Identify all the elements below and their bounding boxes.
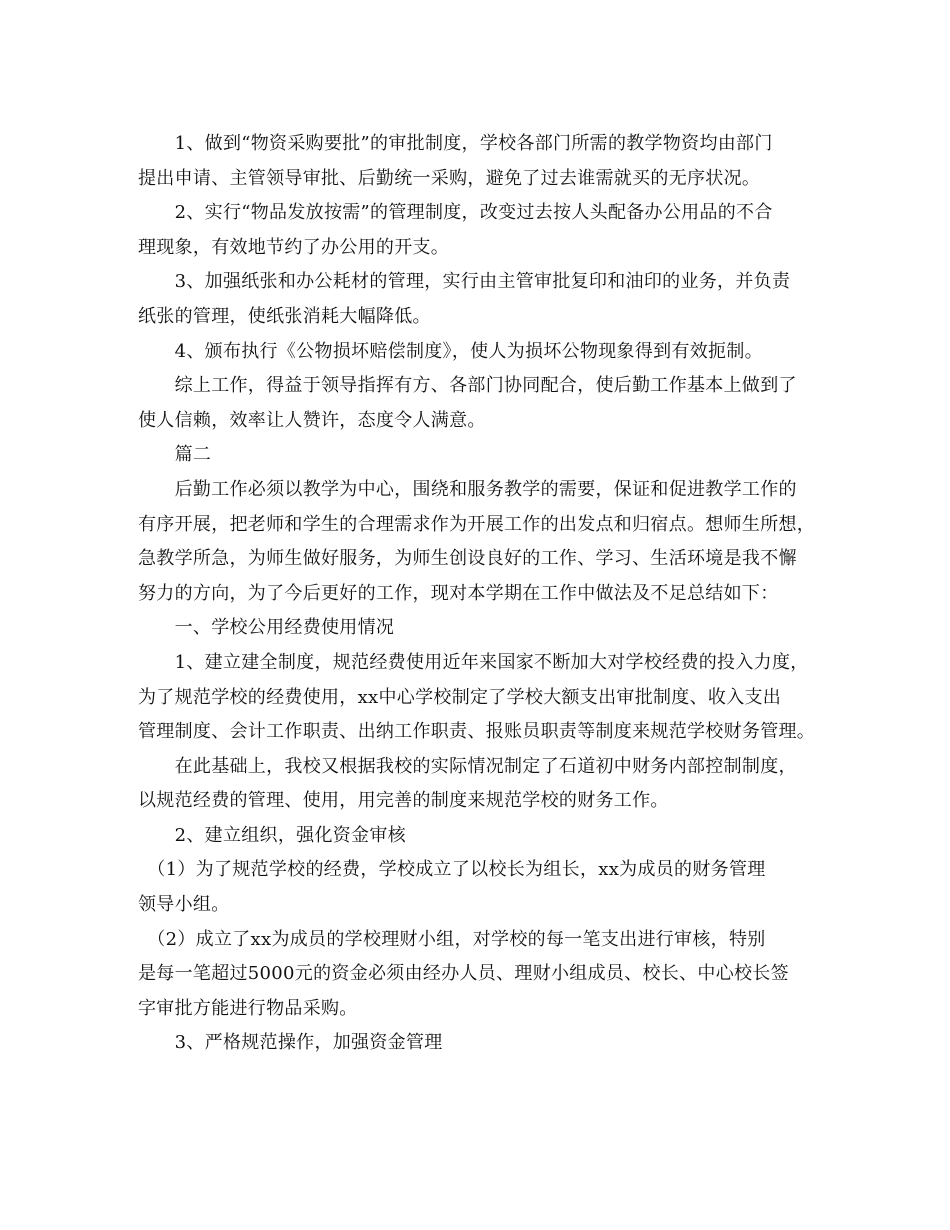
text-line: 2、实行“物品发放按需”的管理制度，改变过去按人头配备办公用品的不合: [138, 202, 773, 224]
text-line: （2）成立了xx为成员的学校理财小组，对学校的每一笔支出进行审核，特别: [138, 928, 766, 950]
text-line: 综上工作，得益于领导指挥有方、各部门协同配合，使后勤工作基本上做到了: [138, 375, 797, 397]
text-line: 为了规范学校的经费使用，xx中心学校制定了学校大额支出审批制度、收入支出: [138, 686, 782, 708]
text-line: 在此基础上，我校又根据我校的实际情况制定了石道初中财务内部控制制度，: [138, 755, 797, 777]
text-line: 1、建立建全制度，规范经费使用近年来国家不断加大对学校经费的投入力度，: [138, 651, 809, 673]
text-line: 是每一笔超过5000元的资金必须由经办人员、理财小组成员、校长、中心校长签: [138, 963, 789, 985]
text-line: 3、加强纸张和办公耗材的管理，实行由主管审批复印和油印的业务，并负责: [138, 271, 791, 293]
text-line: 领导小组。: [138, 894, 230, 916]
text-line: 使人信赖，效率让人赞许，态度令人满意。: [138, 409, 486, 431]
text-line: 后勤工作必须以教学为中心，围绕和服务教学的需要，保证和促进教学工作的: [138, 478, 797, 500]
text-line: 以规范经费的管理、使用，用完善的制度来规范学校的财务工作。: [138, 790, 669, 812]
section-heading: 篇二: [138, 444, 212, 466]
text-line: 有序开展，把老师和学生的合理需求作为开展工作的出发点和归宿点。想师生所想，: [138, 513, 816, 535]
section-heading: 一、学校公用经费使用情况: [138, 617, 395, 639]
text-line: 纸张的管理，使纸张消耗大幅降低。: [138, 305, 431, 327]
section-heading: 2、建立组织，强化资金审核: [138, 824, 406, 846]
section-heading: 3、严格规范操作，加强资金管理: [138, 1032, 443, 1054]
text-line: 字审批方能进行物品采购。: [138, 997, 358, 1019]
text-line: 1、做到“物资采购要批”的审批制度，学校各部门所需的教学物资均由部门: [138, 133, 773, 154]
text-line: 急教学所急，为师生做好服务，为师生创设良好的工作、学习、生活环境是我不懈: [138, 548, 797, 570]
text-line: 4、颁布执行《公物损坏赔偿制度》，使人为损坏公物现象得到有效扼制。: [138, 340, 763, 362]
text-line: 管理制度、会计工作职责、出纳工作职责、报账员职责等制度来规范学校财务管理。: [138, 721, 816, 743]
text-line: （1）为了规范学校的经费，学校成立了以校长为组长，xx为成员的财务管理: [138, 859, 766, 881]
text-line: 提出申请、主管领导审批、后勤统一采购，避免了过去谁需就买的无序状况。: [138, 167, 761, 189]
text-line: 努力的方向，为了今后更好的工作，现对本学期在工作中做法及不足总结如下：: [138, 582, 779, 604]
text-line: 理现象，有效地节约了办公用的开支。: [138, 236, 450, 258]
document-body: [138, 127, 838, 1061]
